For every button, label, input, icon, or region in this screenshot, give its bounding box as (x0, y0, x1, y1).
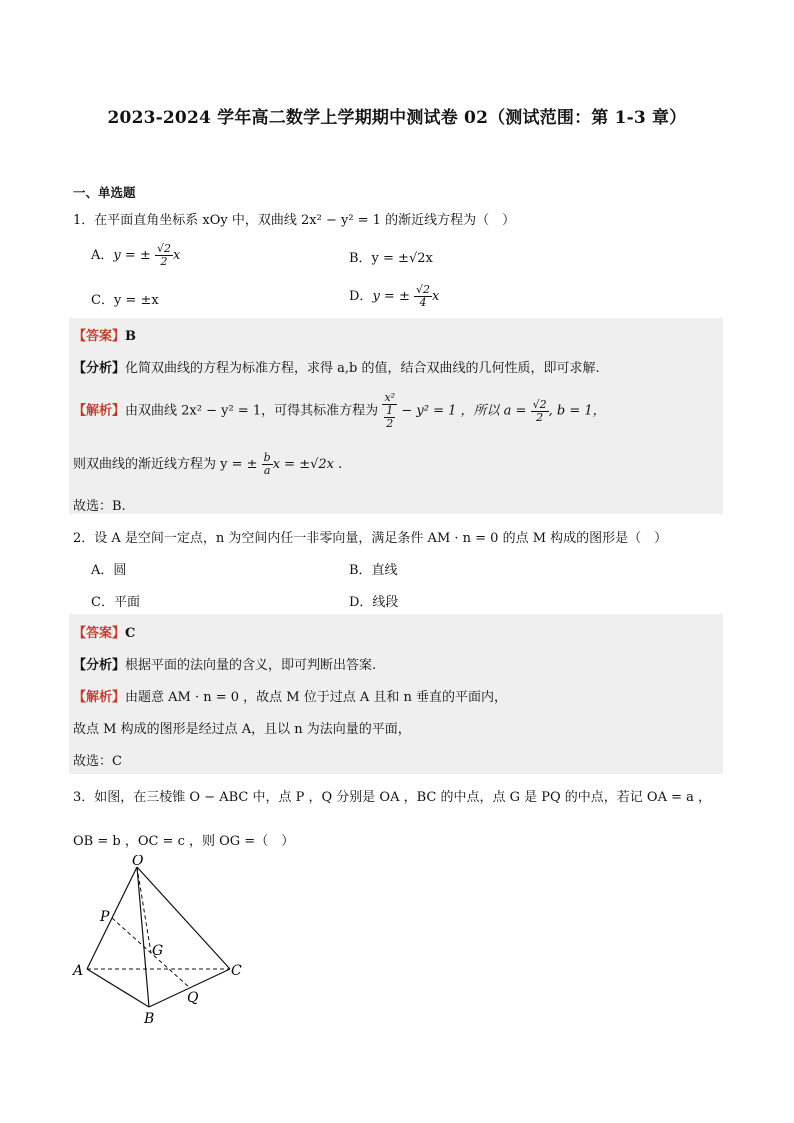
solution-frac-a (531, 399, 549, 424)
q2-choice: 故选：C (73, 754, 122, 769)
solution-text: 由双曲线 2x² − y² = 1，可得其标准方程为 (125, 403, 379, 419)
frac-num: 1 (386, 404, 394, 417)
q3-stem-line-2: OB = b ，OC = c ，则 OG =（ ） (73, 834, 295, 849)
inner-frac (384, 405, 395, 430)
q1-option-c: C．y = ±x (91, 293, 159, 308)
frac-num: √2 (532, 397, 547, 411)
solution-text-3: , b = 1， (548, 403, 606, 419)
edge-ab (87, 969, 149, 1007)
q1-option-d-label: D． (349, 289, 373, 304)
solution-tag: 【解析】 (73, 690, 126, 705)
label-q: Q (187, 990, 199, 1006)
label-b: B (144, 1011, 155, 1027)
answer-value: C (125, 626, 136, 641)
frac-num: b (263, 451, 271, 464)
answer-tag: 【答案】 (73, 626, 126, 641)
q1-option-d-frac (414, 284, 432, 309)
frac-den: 4 (419, 296, 427, 309)
frac-num: x² (382, 392, 397, 405)
solution-text-2: x = ±√2x . (272, 457, 343, 472)
q1-option-d-pre: y = ± (372, 289, 410, 304)
solution-text: 则双曲线的渐近线方程为 y = ± (73, 457, 258, 472)
q3-stem-line-1: 3．如图，在三棱锥 O − ABC 中，点 P ，Q 分别是 OA ，BC 的中点，点 G 是 PQ 的中点，若记 OA = a ， (73, 790, 712, 805)
frac-den: 2 (386, 417, 394, 430)
label-o: O (132, 855, 144, 869)
analysis-text: 根据平面的法向量的含义，即可判断出答案. (125, 658, 377, 673)
label-g: G (152, 943, 164, 959)
solution-text: 由题意 AM · n = 0 ，故点 M 位于过点 A 且和 n 垂直的平面内， (125, 690, 508, 705)
frac-den: a (263, 464, 271, 477)
q2-answer (73, 622, 135, 641)
q1-option-b: B．y = ±√2x (349, 251, 433, 266)
q1-option-a-frac (155, 243, 173, 268)
frac-den: 2 (536, 410, 544, 424)
q2-solution-line-2: 故点 M 构成的图形是经过点 A，且以 n 为法向量的平面， (73, 722, 411, 737)
q2-option-d: D．线段 (349, 595, 399, 610)
answer-tag: 【答案】 (73, 329, 126, 344)
q1-solution-line-1 (73, 392, 606, 430)
q1-solution-line-2 (73, 452, 342, 477)
solution-big-frac (382, 392, 397, 430)
edge-oc (137, 867, 230, 969)
q2-stem: 2．设 A 是空间一定点，n 为空间内任一非零向量，满足条件 AM · n = 0 的点 M 构成的图形是（ ） (73, 531, 668, 546)
q1-option-a-post: x (172, 248, 181, 263)
q2-analysis (73, 654, 376, 673)
label-p: P (100, 909, 110, 925)
section-heading: 一、单选题 (73, 185, 136, 200)
analysis-tag: 【分析】 (73, 361, 126, 376)
q2-option-b: B．直线 (349, 563, 398, 578)
q1-option-a (91, 243, 180, 268)
solution-tag: 【解析】 (73, 403, 126, 419)
analysis-tag: 【分析】 (73, 658, 126, 673)
q1-answer (73, 325, 136, 344)
q1-stem: 1．在平面直角坐标系 xOy 中，双曲线 2x² − y² = 1 的渐近线方程为（ ） (73, 213, 516, 228)
q1-choice: 故选：B. (73, 499, 126, 514)
answer-value: B (125, 329, 137, 344)
analysis-text: 化简双曲线的方程为标准方程，求得 a,b 的值，结合双曲线的几何性质，即可求解. (125, 361, 600, 376)
frac-num: √2 (415, 283, 430, 296)
q2-option-a: A．圆 (91, 563, 127, 578)
page-title: 2023-2024 学年高二数学上学期期中测试卷 02（测试范围：第 1-3 章） (107, 108, 687, 128)
label-c: C (231, 963, 242, 979)
q1-option-a-pre: y = ± (113, 248, 151, 263)
edge-ob (137, 867, 149, 1007)
q2-option-c: C．平面 (91, 595, 140, 610)
tetrahedron-figure (70, 855, 260, 1030)
label-a: A (73, 963, 84, 979)
q2-solution-line-1 (73, 686, 507, 705)
q1-option-d (349, 284, 439, 309)
frac-den: 2 (160, 255, 168, 268)
solution-frac-ba (262, 452, 273, 477)
q1-option-a-label: A． (91, 248, 114, 263)
frac-num: √2 (156, 242, 171, 255)
solution-text-2: − y² = 1 ，所以 a = (401, 403, 527, 419)
q1-analysis (73, 357, 600, 376)
q1-option-d-post: x (432, 289, 440, 304)
frac-den (382, 405, 397, 430)
